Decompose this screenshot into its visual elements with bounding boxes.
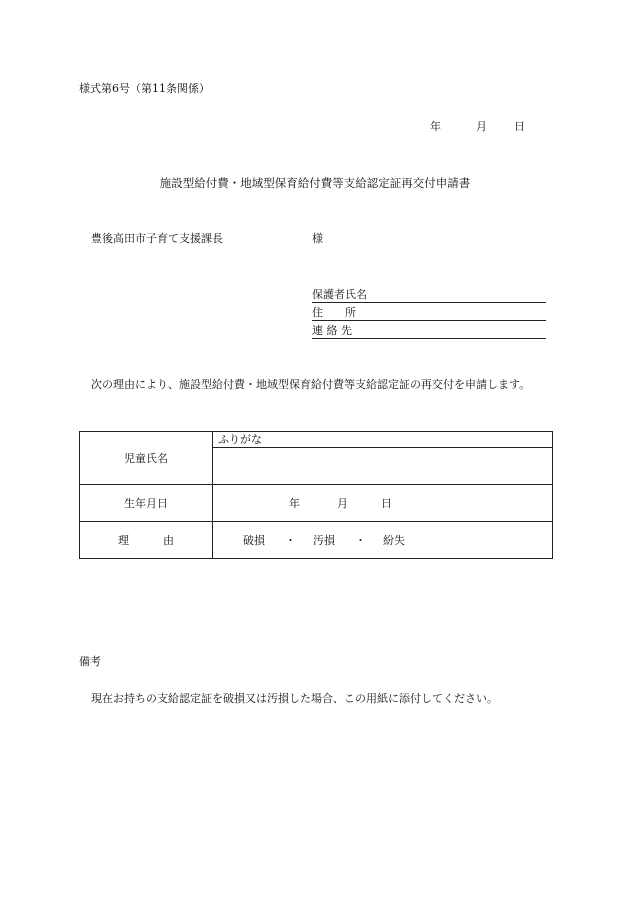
addressee-honorific: 様 bbox=[312, 232, 323, 245]
remarks-heading: 備考 bbox=[79, 655, 101, 668]
furigana-label: ふりがな bbox=[218, 433, 262, 446]
address-field[interactable] bbox=[312, 304, 546, 321]
reason-label-char-1: 理 bbox=[118, 533, 129, 547]
reason-option-lost[interactable]: 紛失 bbox=[383, 533, 405, 547]
date-month-label: 月 bbox=[476, 120, 487, 133]
reason-separator: ・ bbox=[355, 533, 366, 547]
application-date bbox=[430, 121, 525, 132]
contact-field[interactable] bbox=[312, 322, 546, 339]
reason-label-char-2: 由 bbox=[163, 533, 174, 547]
child-name-label: 児童氏名 bbox=[80, 432, 213, 485]
address-label: 住 所 bbox=[312, 306, 356, 319]
dob-field[interactable] bbox=[213, 485, 553, 522]
applicant-block bbox=[312, 286, 546, 340]
dob-year-label: 年 bbox=[289, 496, 300, 510]
dob-month-label: 月 bbox=[337, 496, 348, 510]
table-row bbox=[80, 485, 553, 522]
reason-option-soiled[interactable]: 汚損 bbox=[313, 533, 335, 547]
furigana-field[interactable] bbox=[213, 432, 553, 448]
date-year-label: 年 bbox=[430, 120, 441, 133]
dob-day-label: 日 bbox=[381, 496, 392, 510]
dob-label: 生年月日 bbox=[80, 485, 213, 522]
application-statement: 次の理由により、施設型給付費・地域型保育給付費等支給認定証の再交付を申請します。 bbox=[91, 378, 531, 391]
contact-label: 連 絡 先 bbox=[312, 324, 352, 337]
child-name-field[interactable] bbox=[213, 448, 553, 485]
form-number: 様式第6号（第11条関係） bbox=[79, 82, 210, 95]
addressee-name: 豊後高田市子育て支援課長 bbox=[91, 232, 223, 245]
date-day-label: 日 bbox=[514, 120, 525, 133]
guardian-name-label: 保護者氏名 bbox=[312, 288, 367, 301]
document-title: 施設型給付費・地域型保育給付費等支給認定証再交付申請書 bbox=[159, 176, 471, 190]
table-row bbox=[80, 522, 553, 559]
remarks-text: 現在お持ちの支給認定証を破損又は汚損した場合、この用紙に添付してください。 bbox=[91, 692, 498, 705]
guardian-name-field[interactable] bbox=[312, 286, 546, 303]
child-info-table bbox=[79, 431, 553, 559]
reason-field bbox=[213, 522, 553, 559]
reason-label bbox=[80, 522, 213, 559]
reason-separator: ・ bbox=[285, 533, 296, 547]
table-row bbox=[80, 432, 553, 448]
reason-option-damaged[interactable]: 破損 bbox=[243, 533, 265, 547]
